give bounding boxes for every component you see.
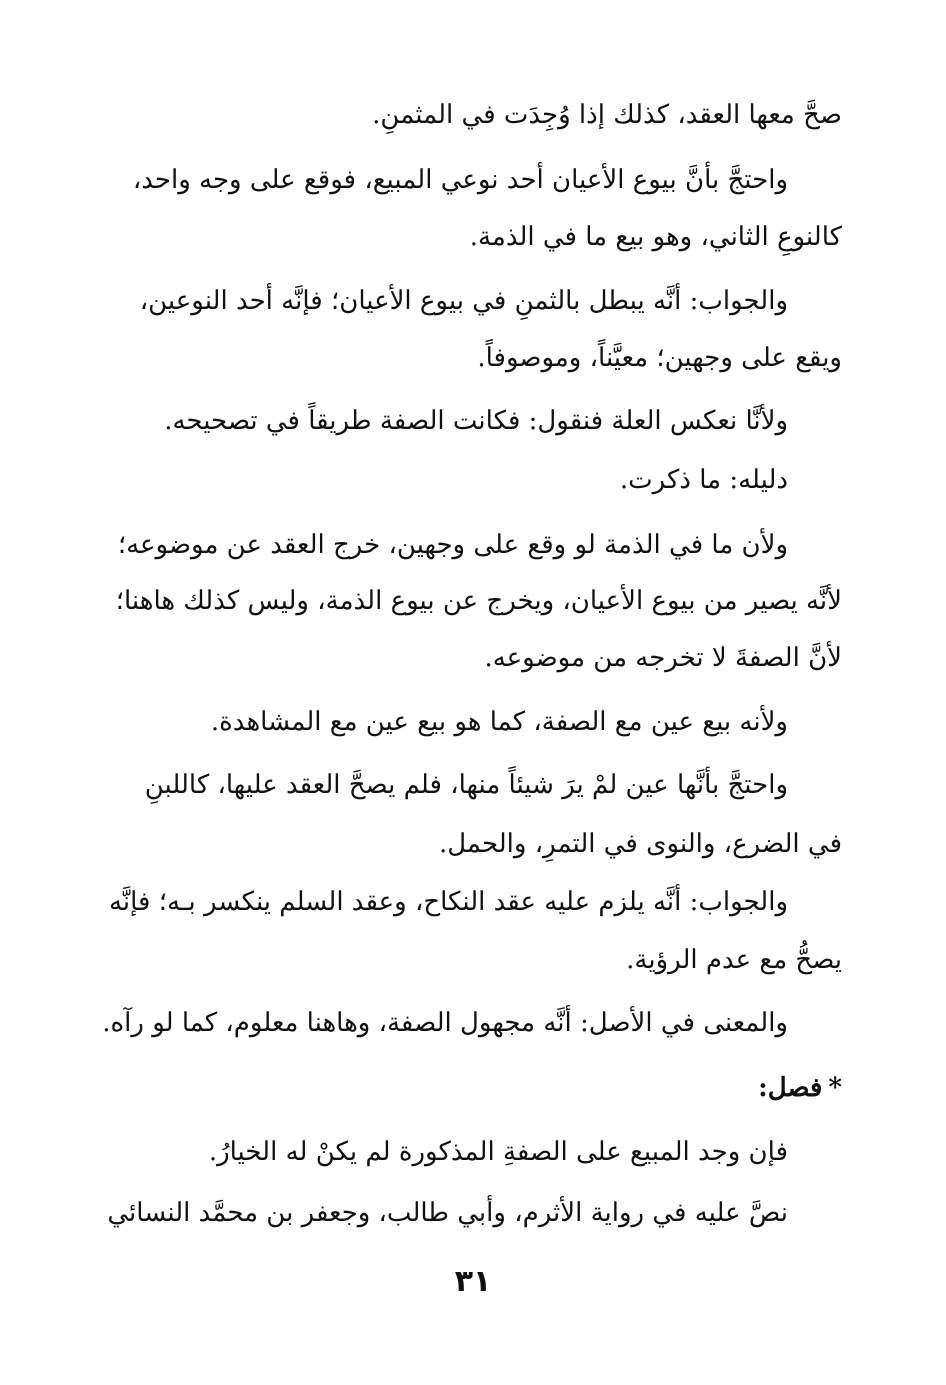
text-line-14: والجواب: أنَّه يلزم عليه عقد النكاح، وعقد السلم ينكسر بـه؛ فإنَّه — [108, 887, 788, 917]
text-line-17: فإن وجد المبيع على الصفةِ المذكورة لم يكنْ له الخيارُ. — [208, 1137, 788, 1167]
text-line-1: صحَّ معها العقد، كذلك إذا وُجِدَت في المثمنِ. — [372, 100, 842, 130]
text-line-9: لأنَّه يصير من بيوع الأعيان، ويخرج عن بيوع الذمة، وليس كذلك هاهنا؛ — [115, 586, 842, 616]
text-line-2: واحتجَّ بأنَّ بيوع الأعيان أحد نوعي المبيع، فوقع على وجه واحد، — [132, 165, 788, 195]
text-line-13: في الضرع، والنوى في التمرِ، والحمل. — [438, 829, 842, 859]
text-line-10: لأنَّ الصفةَ لا تخرجه من موضوعه. — [484, 643, 842, 673]
text-line-12: واحتجَّ بأنَّها عين لمْ يرَ شيئاً منها، فلم يصحَّ العقد عليها، كاللبنِ — [144, 770, 788, 800]
text-line-11: ولأنه بيع عين مع الصفة، كما هو بيع عين مع المشاهدة. — [210, 707, 788, 737]
page-number: ٣١ — [454, 1264, 492, 1299]
text-line-7: دليله: ما ذكرت. — [619, 465, 788, 495]
text-line-5: ويقع على وجهين؛ معيَّناً، وموصوفاً. — [477, 343, 842, 373]
text-line-6: ولأنَّا نعكس العلة فنقول: فكانت الصفة طريقاً في تصحيحه. — [164, 406, 788, 436]
section-star-icon: * — [828, 1073, 842, 1103]
text-line-15: يصحُّ مع عدم الرؤية. — [626, 945, 842, 975]
text-line-4: والجواب: أنَّه يبطل بالثمنِ في بيوع الأعيان؛ فإنَّه أحد النوعين، — [139, 286, 788, 316]
text-line-18: نصَّ عليه في رواية الأثرم، وأبي طالب، وجعفر بن محمَّد النسائي — [107, 1198, 788, 1228]
section-heading — [758, 1070, 842, 1106]
text-line-3: كالنوعِ الثاني، وهو بيع ما في الذمة. — [469, 222, 842, 252]
text-line-8: ولأن ما في الذمة لو وقع على وجهين، خرج العقد عن موضوعه؛ — [117, 530, 788, 560]
text-line-16: والمعنى في الأصل: أنَّه مجهول الصفة، وهاهنا معلوم، كما لو رآه. — [102, 1008, 788, 1038]
section-heading-label: فصل: — [758, 1073, 823, 1103]
